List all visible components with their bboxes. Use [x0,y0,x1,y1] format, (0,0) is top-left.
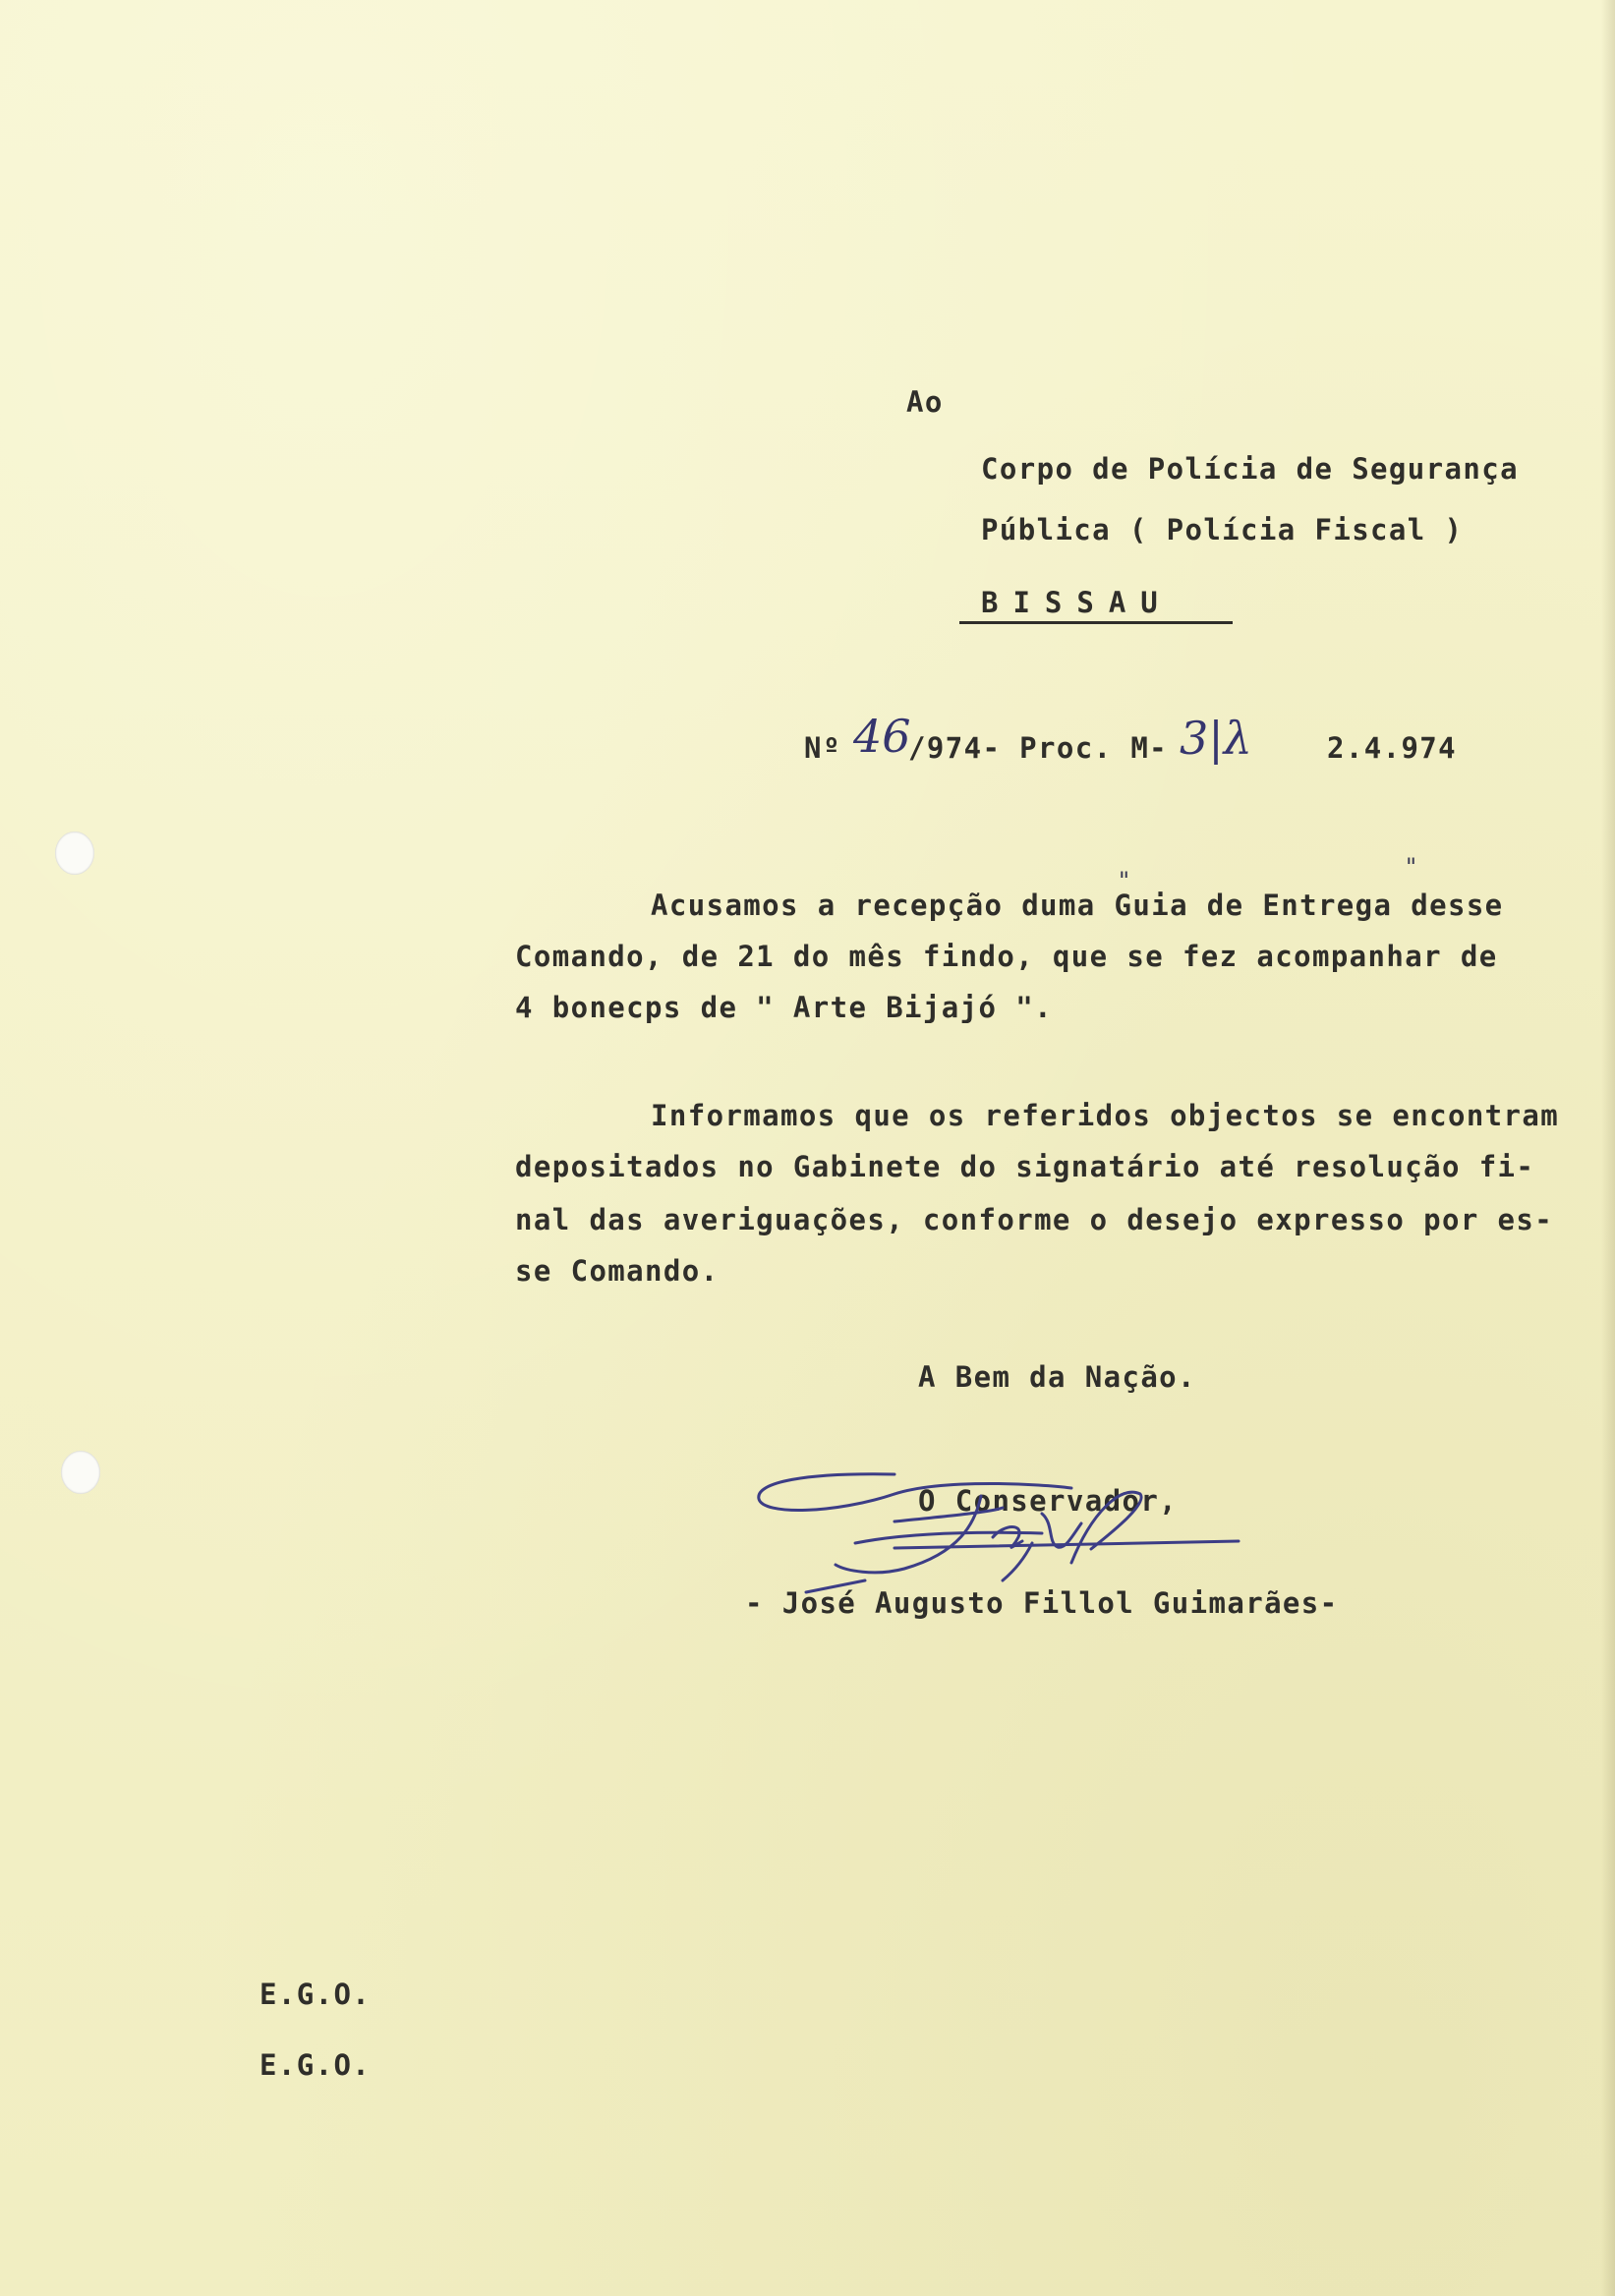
reference-prefix: Nº [804,731,841,765]
quote-mark-close: " [1406,853,1417,881]
recipient-line-2: Pública ( Polícia Fiscal ) [981,513,1464,546]
reference-number-handwritten: 46 [853,710,911,763]
signatory-role: O Conservador, [918,1484,1179,1518]
reference-date: 2.4.974 [1327,731,1458,765]
quote-mark-open: " [1119,867,1130,894]
punch-hole-top [55,832,94,875]
recipient-salutation: Ao [906,385,944,419]
p1-line-1: Acusamos a recepção duma Guia de Entrega desse [651,889,1504,922]
p2-line-4: se Comando. [515,1254,720,1288]
p2-line-2: depositados no Gabinete do signatário até resolução fi- [515,1150,1535,1183]
reference-proc-handwritten: 3|λ [1180,712,1252,765]
page-edge-shadow [1601,0,1615,2296]
punch-hole-bottom [61,1451,100,1494]
recipient-line-1: Corpo de Polícia de Segurança [981,452,1519,486]
recipient-city: BISSAU [981,586,1173,619]
reference-middle: /974- Proc. M- [908,731,1169,765]
initials-1: E.G.O. [260,1978,372,2011]
p2-line-1: Informamos que os referidos objectos se encontram [651,1099,1560,1132]
p2-line-3: nal das averiguações, conforme o desejo expresso por es- [515,1203,1554,1236]
city-underline [959,621,1233,624]
signatory-name: - José Augusto Fillol Guimarães- [745,1586,1339,1620]
p1-line-2: Comando, de 21 do mês findo, que se fez acompanhar de [515,940,1498,973]
closing-salutation: A Bem da Nação. [918,1360,1196,1394]
p1-line-3: 4 bonecps de " Arte Bijajó ". [515,991,1053,1024]
initials-2: E.G.O. [260,2048,372,2082]
